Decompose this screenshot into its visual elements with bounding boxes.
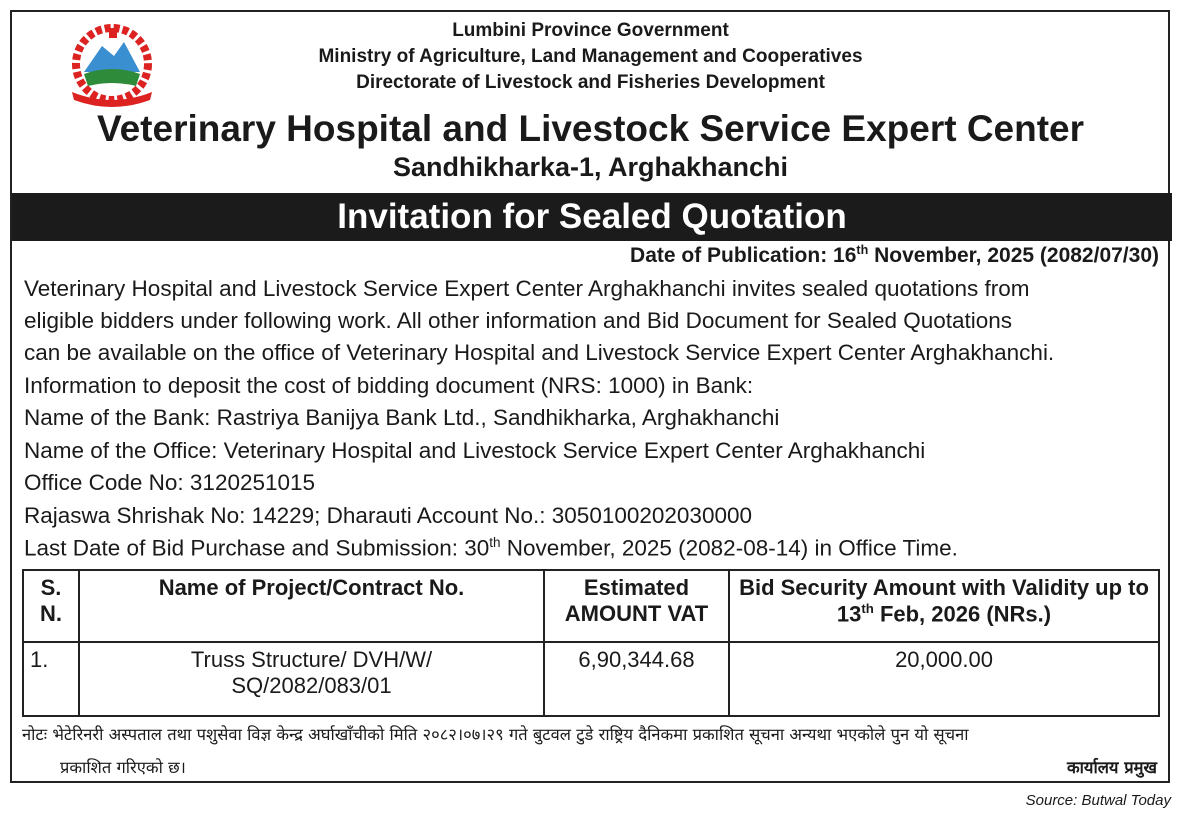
body-line: can be available on the office of Veterinary Hospital and Livestock Service Expert Center Arghakhanchi. xyxy=(24,340,1055,365)
directorate-name: Directorate of Livestock and Fisheries Development xyxy=(356,72,825,93)
signature-office-chief: कार्यालय प्रमुख xyxy=(1066,758,1157,777)
header-amount: Estimated AMOUNT VAT xyxy=(544,570,729,642)
office-address: Sandhikharka-1, Arghakhanchi xyxy=(392,152,789,182)
cell-sn: 1. xyxy=(23,642,79,716)
ministry-name: Ministry of Agriculture, Land Management and Cooperatives xyxy=(318,46,863,67)
notice-banner: Invitation for Sealed Quotation xyxy=(12,193,1172,241)
office-title: Veterinary Hospital and Livestock Service Expert Center xyxy=(96,108,1085,149)
table-header-row xyxy=(23,570,1159,642)
table-row xyxy=(23,642,1159,716)
cell-bid-security: 20,000.00 xyxy=(729,642,1159,716)
body-line: Veterinary Hospital and Livestock Service Expert Center Arghakhanchi invites sealed quotations from xyxy=(24,276,1030,301)
publication-date: Date of Publication: 16th November, 2025 (2082/07/30) xyxy=(630,243,1159,267)
office-name: Name of the Office: Veterinary Hospital and Livestock Service Expert Center Arghakhanchi xyxy=(24,438,926,463)
body-line: eligible bidders under following work. All other information and Bid Document for Sealed Quotations xyxy=(24,308,1013,333)
cell-project: Truss Structure/ DVH/W/ SQ/2082/083/01 xyxy=(79,642,544,716)
body-line: Information to deposit the cost of bidding document (NRS: 1000) in Bank: xyxy=(24,373,754,398)
bank-name: Name of the Bank: Rastriya Banijya Bank Ltd., Sandhikharka, Arghakhanchi xyxy=(24,405,780,430)
header-sn: S. N. xyxy=(23,570,79,642)
cell-amount: 6,90,344.68 xyxy=(544,642,729,716)
header-bid-security: Bid Security Amount with Validity up to 13th Feb, 2026 (NRs.) xyxy=(729,570,1159,642)
office-code: Office Code No: 3120251015 xyxy=(24,470,316,495)
nepali-note: नोटः भेटेरिनरी अस्पताल तथा पशुसेवा विज्ञ केन्द्र अर्घाखाँचीको मिति २०८२।०७।२९ गते बुटवल टुडे राष्ट्रिय दैनिकमा प्रकाशित सूचना अन्यथा भएकोले पुन यो सूचना xyxy=(22,725,969,744)
nepali-note-cont: प्रकाशित गरिएको छ। xyxy=(60,758,186,777)
source-credit: Source: Butwal Today xyxy=(1025,792,1171,809)
header-project: Name of Project/Contract No. xyxy=(79,570,544,642)
account-info: Rajaswa Shrishak No: 14229; Dharauti Account No.: 3050100202030000 xyxy=(24,503,752,528)
last-date: Last Date of Bid Purchase and Submission: 30th November, 2025 (2082-08-14) in Office Time. xyxy=(24,535,958,561)
quotation-table xyxy=(22,569,1160,717)
province-name: Lumbini Province Government xyxy=(452,20,729,41)
